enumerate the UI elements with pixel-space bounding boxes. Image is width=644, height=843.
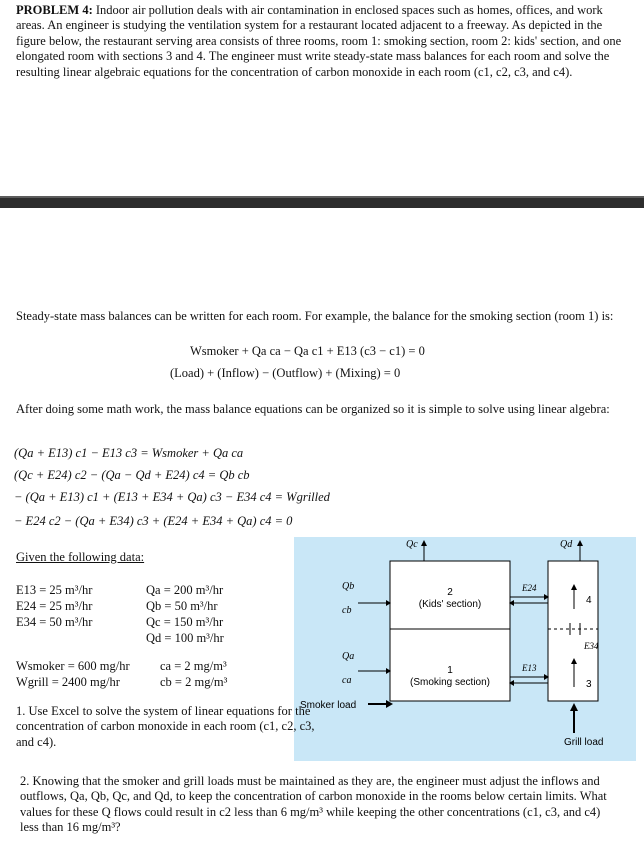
- system-equation-2: (Qc + E24) c2 − (Qa − Qd + E24) c4 = Qb cb: [14, 468, 250, 482]
- cb-label: cb: [342, 605, 352, 616]
- room-1-number: 1: [447, 665, 453, 676]
- qc-label: Qc: [406, 539, 418, 550]
- e24-label: E24: [522, 583, 537, 593]
- section-divider: [0, 196, 644, 208]
- given-wsmoker: Wsmoker = 600 mg/hr: [16, 659, 130, 673]
- given-qb: Qb = 50 m³/hr: [146, 599, 218, 613]
- qa-label: Qa: [342, 651, 355, 662]
- room-1-name: (Smoking section): [409, 677, 491, 688]
- given-ca: ca = 2 mg/m³: [160, 659, 227, 673]
- room-4-number: 4: [586, 595, 592, 606]
- given-cb: cb = 2 mg/m³: [160, 675, 228, 689]
- example-equation-legend: (Load) + (Inflow) − (Outflow) + (Mixing) = 0: [170, 366, 401, 380]
- steady-state-paragraph: Steady-state mass balances can be written for each room. For example, the balance for the smoking section (room 1) is:: [16, 309, 614, 323]
- given-data-title: Given the following data:: [16, 550, 145, 564]
- system-equation-3: − (Qa + E13) c1 + (E13 + E34 + Qa) c3 − E34 c4 = Wgrilled: [14, 490, 330, 504]
- grill-load-label: Grill load: [564, 737, 604, 748]
- example-equation: Wsmoker + Qa ca − Qa c1 + E13 (c3 − c1) = 0: [190, 344, 425, 358]
- problem-statement: [16, 3, 634, 80]
- linear-algebra-paragraph: After doing some math work, the mass balance equations can be organized so it is simple to solve using linear algebra:: [16, 402, 610, 416]
- problem-text: Indoor air pollution deals with air contamination in enclosed spaces such as homes, offices, and work areas. An engineer is studying the ventilation system for a restaurant located adjacent to a freeway. As depicted in the figure below, the restaurant serving area consists of three rooms, room 1: smoking section, room 2: kids' section, and one elongated room with sections 3 and 4. The engineer must write steady-state mass balances for each room and solve the resulting linear algebraic equations for the concentration of carbon monoxide in each room (c1, c2, c3, and c4).: [16, 3, 622, 79]
- given-e13: E13 = 25 m³/hr: [16, 583, 93, 597]
- ca-label: ca: [342, 675, 352, 686]
- system-equation-4: − E24 c2 − (Qa + E34) c3 + (E24 + E34 + Qa) c4 = 0: [14, 514, 293, 528]
- system-equation-1: (Qa + E13) c1 − E13 c3 = Wsmoker + Qa ca: [14, 446, 244, 460]
- question-2: 2. Knowing that the smoker and grill loads must be maintained as they are, the engineer must adjust the inflows and outflows, Qa, Qb, Qc, and Qd, to keep the concentration of carbon monoxide in the rooms below certain limits. What values for these Q flows could result in c2 less than 6 mg/m³ while keeping the other concentrations (c1, c3, and c4) less than 16 mg/m³?: [20, 774, 607, 835]
- given-e34: E34 = 50 m³/hr: [16, 615, 93, 629]
- room-2-number: 2: [447, 587, 453, 598]
- problem-label: PROBLEM 4:: [16, 3, 93, 17]
- given-qc: Qc = 150 m³/hr: [146, 615, 224, 629]
- e13-label: E13: [522, 663, 537, 673]
- given-qd: Qd = 100 m³/hr: [146, 631, 224, 645]
- question-1: 1. Use Excel to solve the system of linear equations for the concentration of carbon monoxide in each room (c1, c2, c3, and c4).: [16, 704, 315, 749]
- qb-label: Qb: [342, 581, 355, 592]
- given-wgrill: Wgrill = 2400 mg/hr: [16, 675, 120, 689]
- smoker-load-label: Smoker load: [300, 700, 357, 711]
- room-3-number: 3: [586, 679, 592, 690]
- e34-label: E34: [584, 641, 599, 651]
- restaurant-diagram: [294, 537, 636, 761]
- room-2-name: (Kids' section): [418, 599, 482, 610]
- qd-label: Qd: [560, 539, 573, 550]
- given-qa: Qa = 200 m³/hr: [146, 583, 224, 597]
- given-e24: E24 = 25 m³/hr: [16, 599, 93, 613]
